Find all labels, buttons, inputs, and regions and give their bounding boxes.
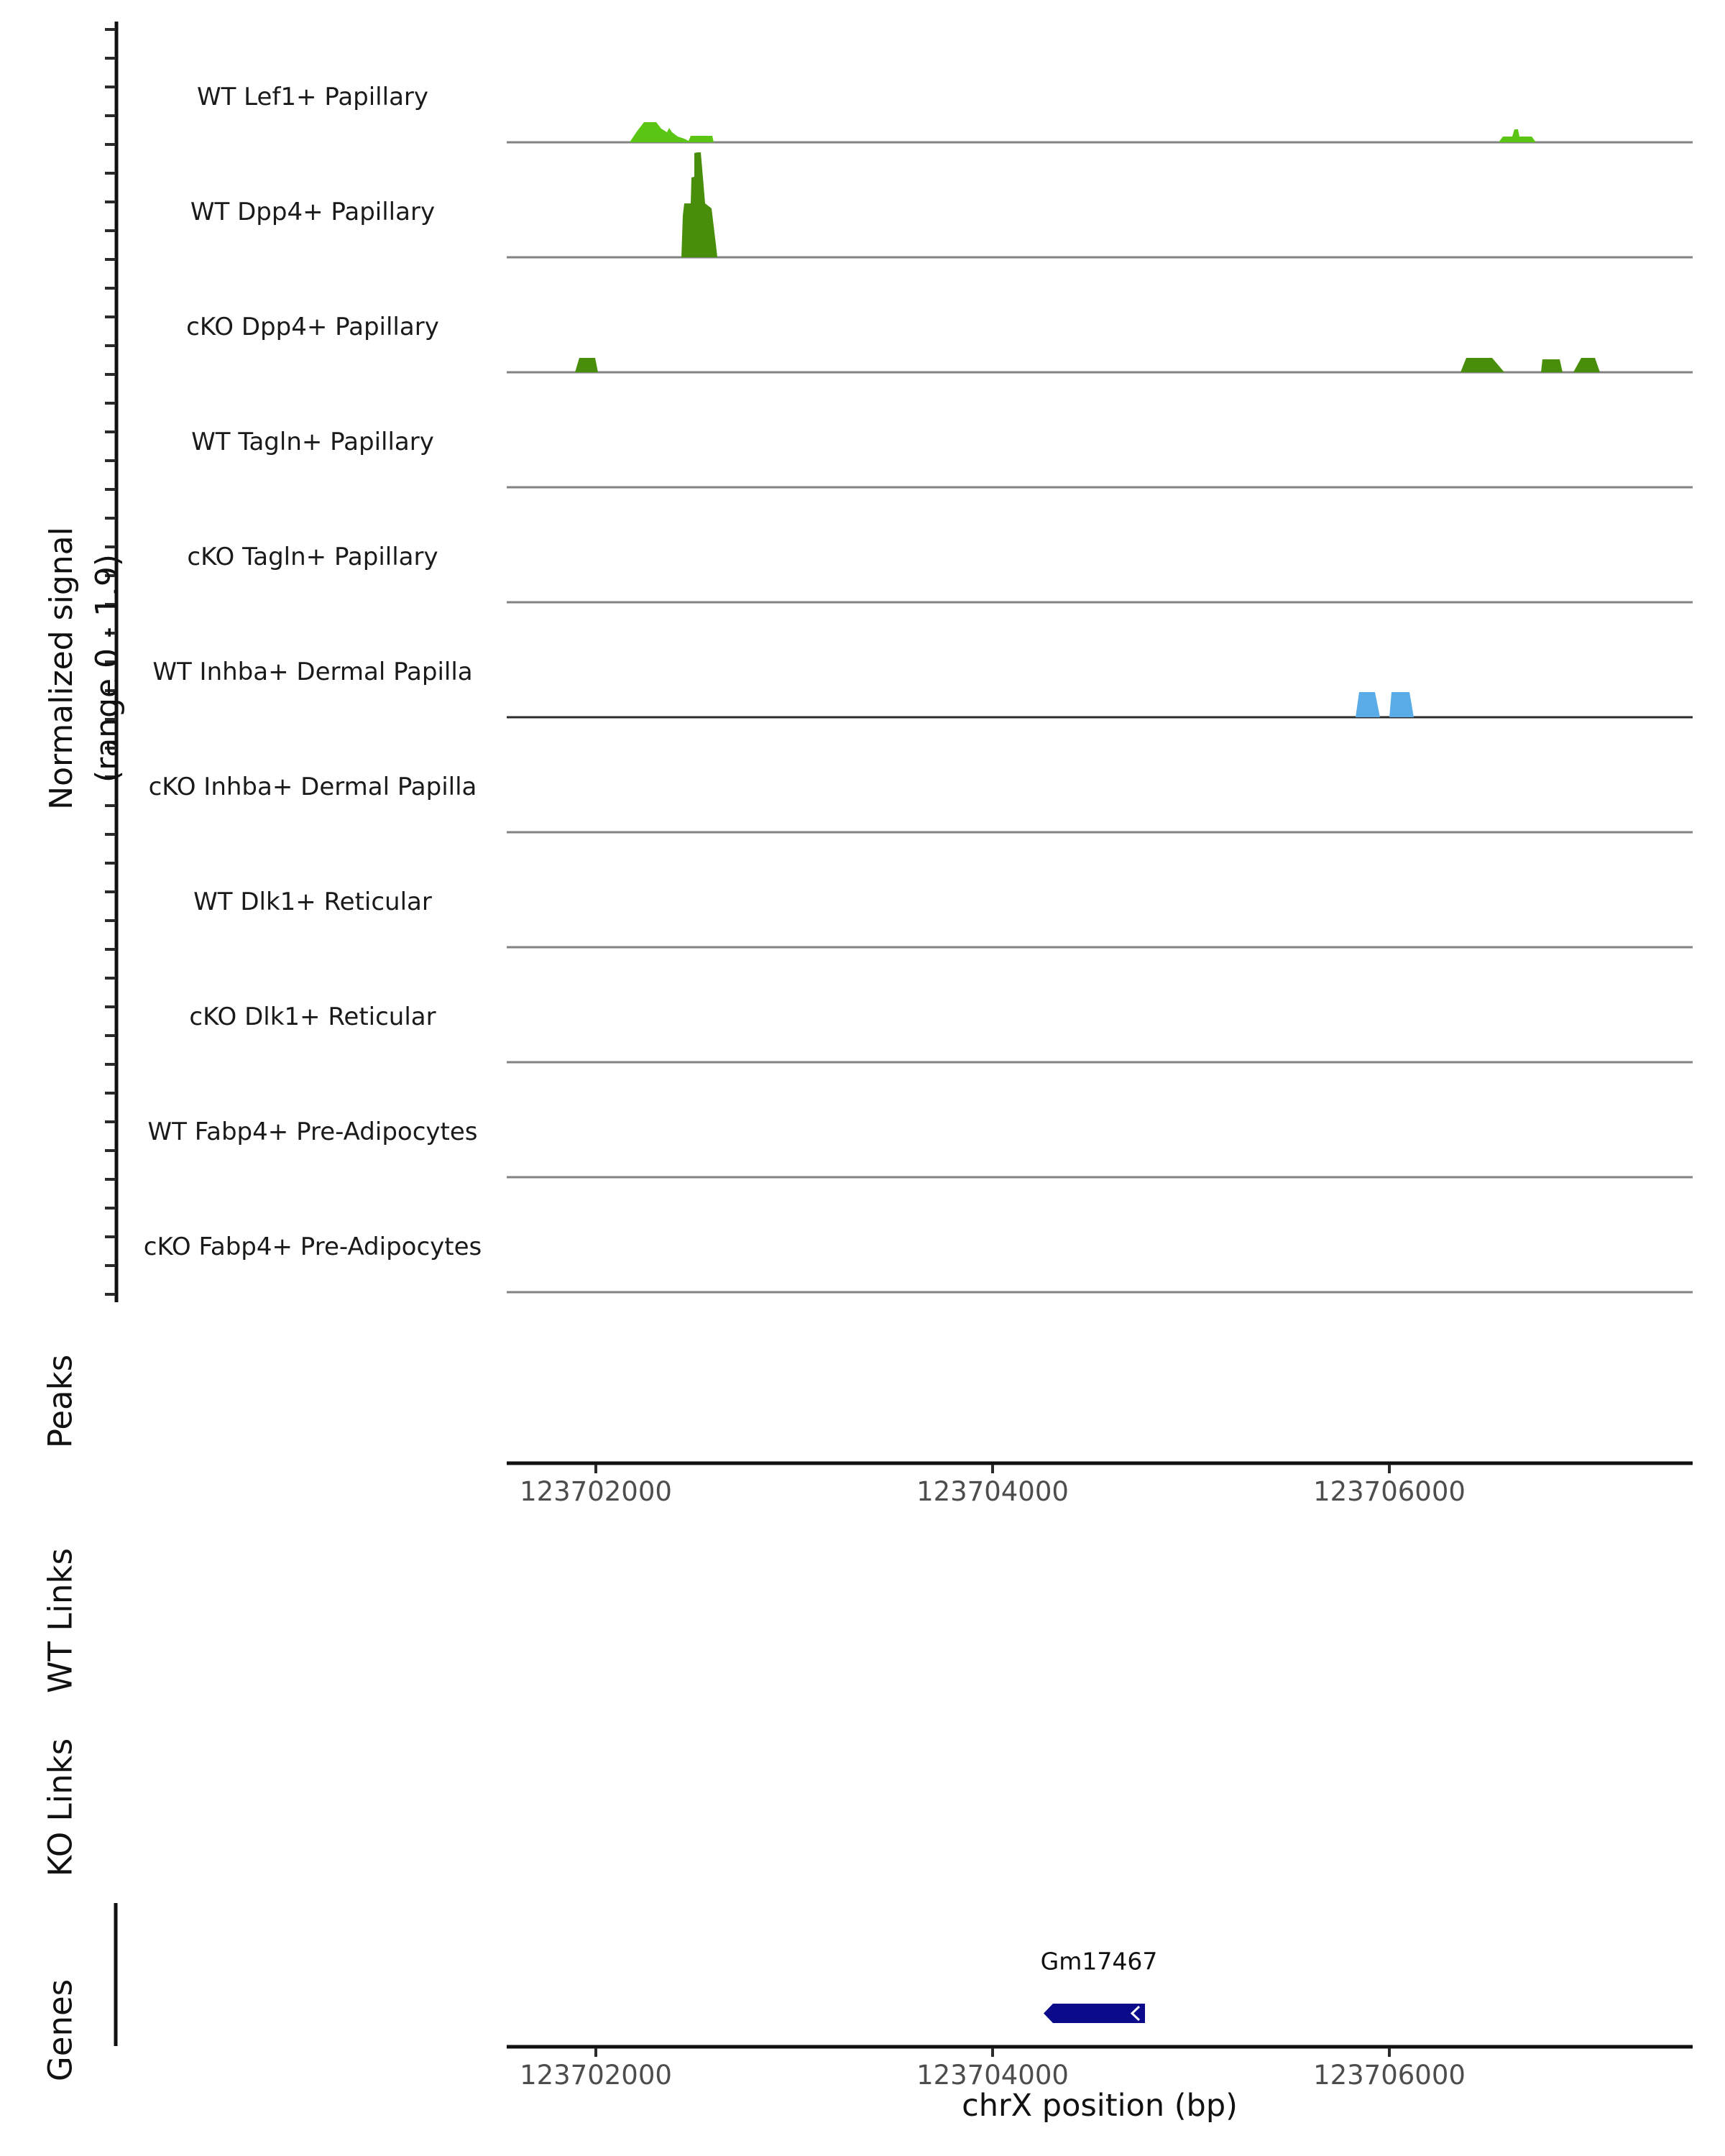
track-label-7: WT Dlk1+ Reticular (193, 888, 432, 916)
section-label-wt-links: WT Links (41, 1548, 80, 1693)
track-label-10: cKO Fabp4+ Pre-Adipocytes (143, 1233, 482, 1261)
track-label-0: WT Lef1+ Papillary (196, 83, 429, 111)
section-label-ko-links: KO Links (41, 1738, 80, 1877)
track-label-3: WT Tagln+ Papillary (191, 428, 434, 456)
signal-peak (1541, 359, 1563, 372)
signal-peak (575, 358, 598, 372)
genome-axis-title: chrX position (bp) (962, 2088, 1238, 2124)
genome-axis-tick-label-0: 123702000 (520, 2060, 672, 2091)
track-label-1: WT Dpp4+ Papillary (190, 198, 436, 226)
signal-peak (630, 122, 714, 142)
signal-peak (1499, 129, 1536, 142)
signal-axis-title-line1: Normalized signal (43, 527, 80, 810)
track-label-5: WT Inhba+ Dermal Papilla (152, 658, 473, 686)
track-label-4: cKO Tagln+ Papillary (187, 543, 438, 571)
track-label-8: cKO Dlk1+ Reticular (189, 1003, 436, 1031)
signal-peak (1389, 692, 1414, 717)
gene-label: Gm17467 (1040, 1947, 1158, 1976)
signal-peak (1356, 692, 1380, 717)
signal-peak (1460, 358, 1504, 372)
peaks-axis-tick-label-2: 123706000 (1313, 1476, 1466, 1507)
track-label-6: cKO Inhba+ Dermal Papilla (148, 773, 477, 801)
gene-body (1044, 2004, 1145, 2023)
signal-peak (681, 152, 717, 257)
section-label-genes: Genes (41, 1978, 80, 2082)
peaks-axis-tick-label-0: 123702000 (520, 1476, 672, 1507)
signal-axis-title (39, 527, 131, 810)
signal-peak (1573, 358, 1600, 372)
track-label-9: WT Fabp4+ Pre-Adipocytes (147, 1118, 478, 1146)
section-label-peaks: Peaks (41, 1354, 80, 1449)
signal-axis-title-line2: (range 0 - 1.9) (89, 553, 126, 783)
peaks-axis-tick-label-1: 123704000 (916, 1476, 1069, 1507)
genome-axis-tick-label-2: 123706000 (1313, 2060, 1466, 2091)
genome-axis-tick-label-1: 123704000 (916, 2060, 1069, 2091)
track-label-2: cKO Dpp4+ Papillary (186, 313, 439, 341)
